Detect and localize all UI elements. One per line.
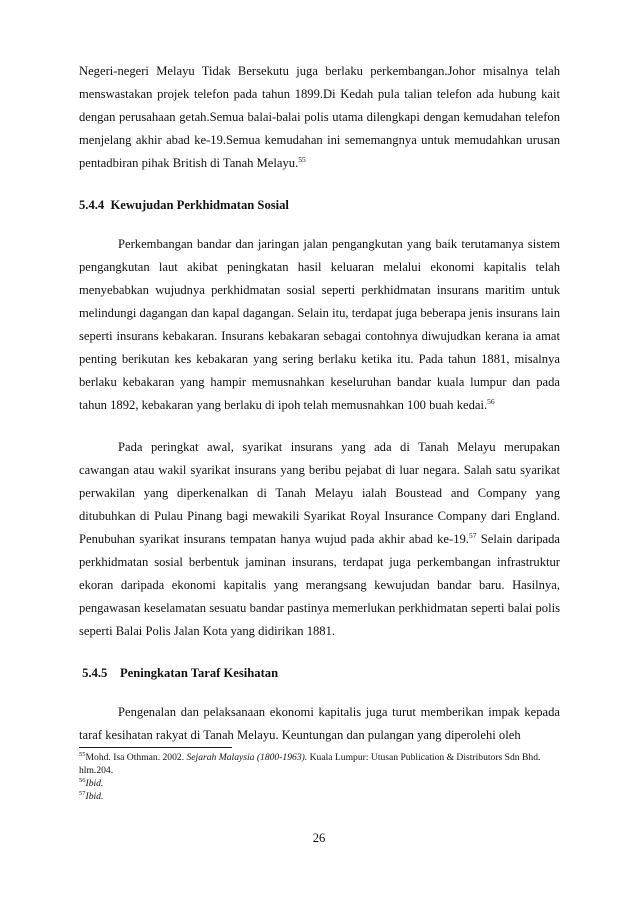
footnote-55: $^{55}$Mohd. Isa Othman. 2002. Sejarah Malaysia (1800-1963). Kuala Lumpur: Utusan Publication & Distributors Sdn Bhd. hlm.204. [79, 750, 541, 776]
section-heading-5-4-5: 5.4.5 Peningkatan Taraf Kesihatan [82, 666, 279, 680]
footnote-ref-57[interactable]: 57 [468, 530, 477, 540]
paragraph-social-services: Perkembangan bandar dan jaringan jalan pengangkutan yang baik terutamanya sistem pengangkutan laut akibat peningkatan hasil keluaran melalui ekonomi kapitalis telah menyebabkan wujudnya perkhidmatan sosial seperti perkhidmatan insurans maritim untuk melindungi dagangan dan kapal dagangan. Selain itu, terdapat juga beberapa jenis insurans lain seperti insurans kebakaran. Insurans kebakaran sebagai contohnya diwujudkan kerana ia amat penting berikutan kes kebakaran yang sering berlaku ketika itu. Pada tahun 1881, misalnya berlaku kebakaran yang hampir memusnahkan keseluruhan bandar kuala lumpur dan pada tahun 1892, kebakaran yang berlaku di ipoh telah memusnahkan 100 buah kedai.$^{56}$ [79, 237, 560, 412]
paragraph-insurance-companies: Pada peringkat awal, syarikat insurans yang ada di Tanah Melayu merupakan cawangan atau wakil syarikat insurans yang beribu pejabat di luar negara. Salah satu syarikat perwakilan yang diperkenalkan di Tanah Melayu ialah Boustead and Company yang ditubuhkan di Pulau Pinang bagi mewakili Syarikat Royal Insurance Company dari England. Penubuhan syarikat insurans tempatan hanya wujud pada akhir abad ke-19.57 Selain daripada perkhidmatan sosial berbentuk jaminan insurans, terdapat juga perkembangan infrastruktur ekoran daripada ekonomi kapitalis yang merangsang kewujudan bandar baru. Hasilnya, pengawasan keselamatan sesuatu bandar pastinya memerlukan perkhidmatan seperti balai polis seperti Balai Polis Jalan Kota yang didirikan 1881. [79, 440, 560, 638]
section-heading-5-4-4: 5.4.4 Kewujudan Perkhidmatan Sosial [79, 198, 289, 212]
footnote-57: $^{57}$Ibid. [79, 789, 104, 802]
paragraph-health: Pengenalan dan pelaksanaan ekonomi kapitalis juga turut memberikan impak kepada taraf kesihatan rakyat di Tanah Melayu. Keuntungan dan pulangan yang diperolehi oleh [79, 705, 560, 742]
page-body [79, 60, 560, 803]
footnote-56: $^{56}$Ibid. [79, 776, 104, 789]
footnotes [79, 751, 560, 803]
footnote-ref-56[interactable]: 56 [487, 396, 495, 406]
footnote-ref-55[interactable]: 55 [298, 154, 306, 164]
page-number: 26 [312, 831, 326, 845]
intro-paragraph: Negeri-negeri Melayu Tidak Bersekutu juga berlaku perkembangan.Johor misalnya telah menswastakan projek telefon pada tahun 1899.Di Kedah pula talian telefon ada hubung kait dengan perusahaan getah.Semua balai-balai polis utama dilengkapi dengan kemudahan telefon menjelang akhir abad ke-19.Semua kemudahan ini sememangnya untuk memudahkan urusan pentadbiran pihak British di Tanah Melayu.$^{55}$ [79, 64, 560, 170]
footnote-separator [79, 747, 232, 748]
